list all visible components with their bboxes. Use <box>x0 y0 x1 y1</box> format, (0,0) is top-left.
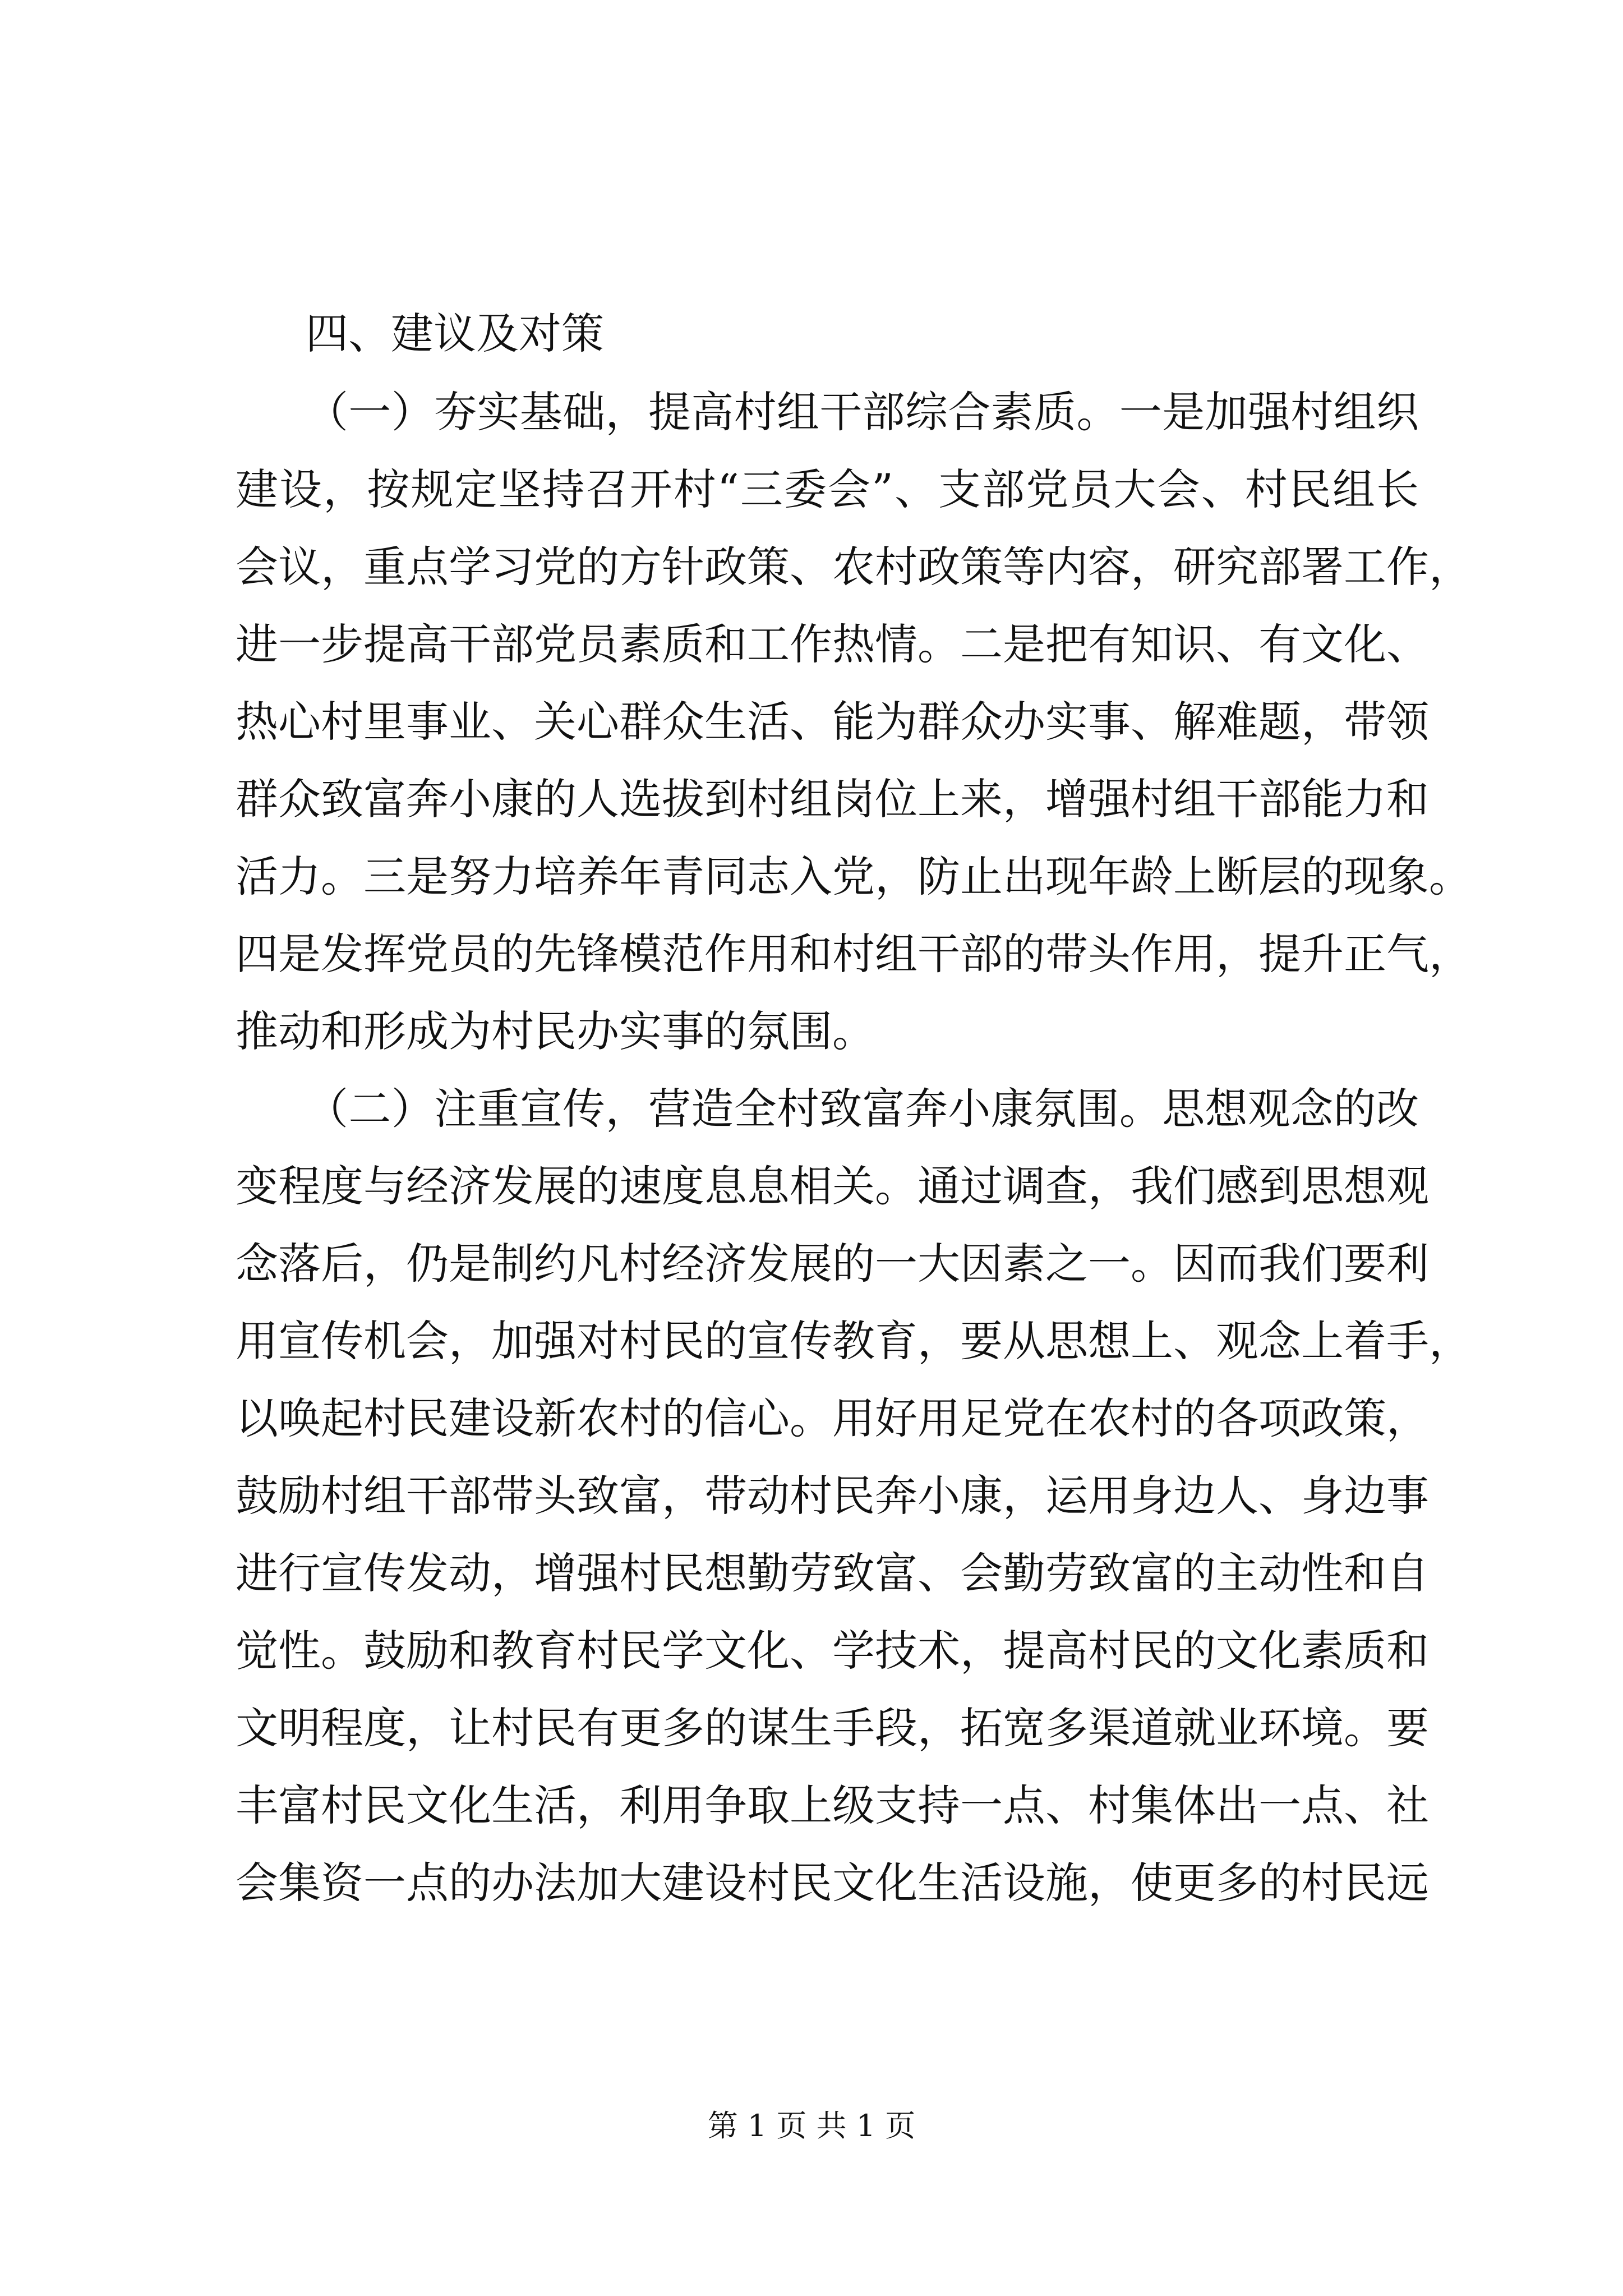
paragraph-line: 四是发挥党员的先锋模范作用和村组干部的带头作用，提升正气， <box>236 929 1472 979</box>
paragraph-line: 变程度与经济发展的速度息息相关。通过调查，我们感到思想观 <box>236 1161 1429 1211</box>
paragraph-line: 丰富村民文化生活，利用争取上级支持一点、村集体出一点、社 <box>236 1780 1429 1830</box>
paragraph-line: 觉性。鼓励和教育村民学文化、学技术，提高村民的文化素质和 <box>236 1626 1429 1676</box>
paragraph-line: 建设，按规定坚持召开村“三委会”、支部党员大会、村民组长 <box>236 464 1419 514</box>
paragraph-line: 群众致富奔小康的人选拔到村组岗位上来，增强村组干部能力和 <box>236 774 1429 824</box>
paragraph-line: 进行宣传发动，增强村民想勤劳致富、会勤劳致富的主动性和自 <box>236 1548 1429 1598</box>
paragraph-line: 会集资一点的办法加大建设村民文化生活设施，使更多的村民远 <box>236 1858 1429 1908</box>
paragraph-line: 念落后，仍是制约凡村经济发展的一大因素之一。因而我们要利 <box>236 1239 1429 1289</box>
paragraph-line: 进一步提高干部党员素质和工作热情。二是把有知识、有文化、 <box>236 619 1429 669</box>
page-footer: 第 1 页 共 1 页 <box>707 2108 916 2143</box>
paragraph-line: 热心村里事业、关心群众生活、能为群众办实事、解难题，带领 <box>236 697 1429 747</box>
paragraph-line: 会议，重点学习党的方针政策、农村政策等内容，研究部署工作， <box>236 542 1472 592</box>
paragraph-line: 鼓励村组干部带头致富，带动村民奔小康，运用身边人、身边事 <box>236 1471 1429 1521</box>
paragraph-line: 以唤起村民建设新农村的信心。用好用足党在农村的各项政策， <box>236 1393 1429 1443</box>
paragraph-line: 活力。三是努力培养年青同志入党，防止出现年龄上断层的现象。 <box>236 852 1472 901</box>
paragraph-line: 用宣传机会，加强对村民的宣传教育，要从思想上、观念上着手， <box>236 1316 1472 1366</box>
paragraph-line: （一）夯实基础，提高村组干部综合素质。一是加强村组织 <box>306 387 1419 437</box>
section-title: 四、建议及对策 <box>306 309 604 358</box>
paragraph-line: 文明程度，让村民有更多的谋生手段，拓宽多渠道就业环境。要 <box>236 1703 1429 1753</box>
paragraph-line: 推动和形成为村民办实事的氛围。 <box>236 1006 875 1056</box>
paragraph-line: （二）注重宣传，营造全村致富奔小康氛围。思想观念的改 <box>306 1084 1419 1134</box>
